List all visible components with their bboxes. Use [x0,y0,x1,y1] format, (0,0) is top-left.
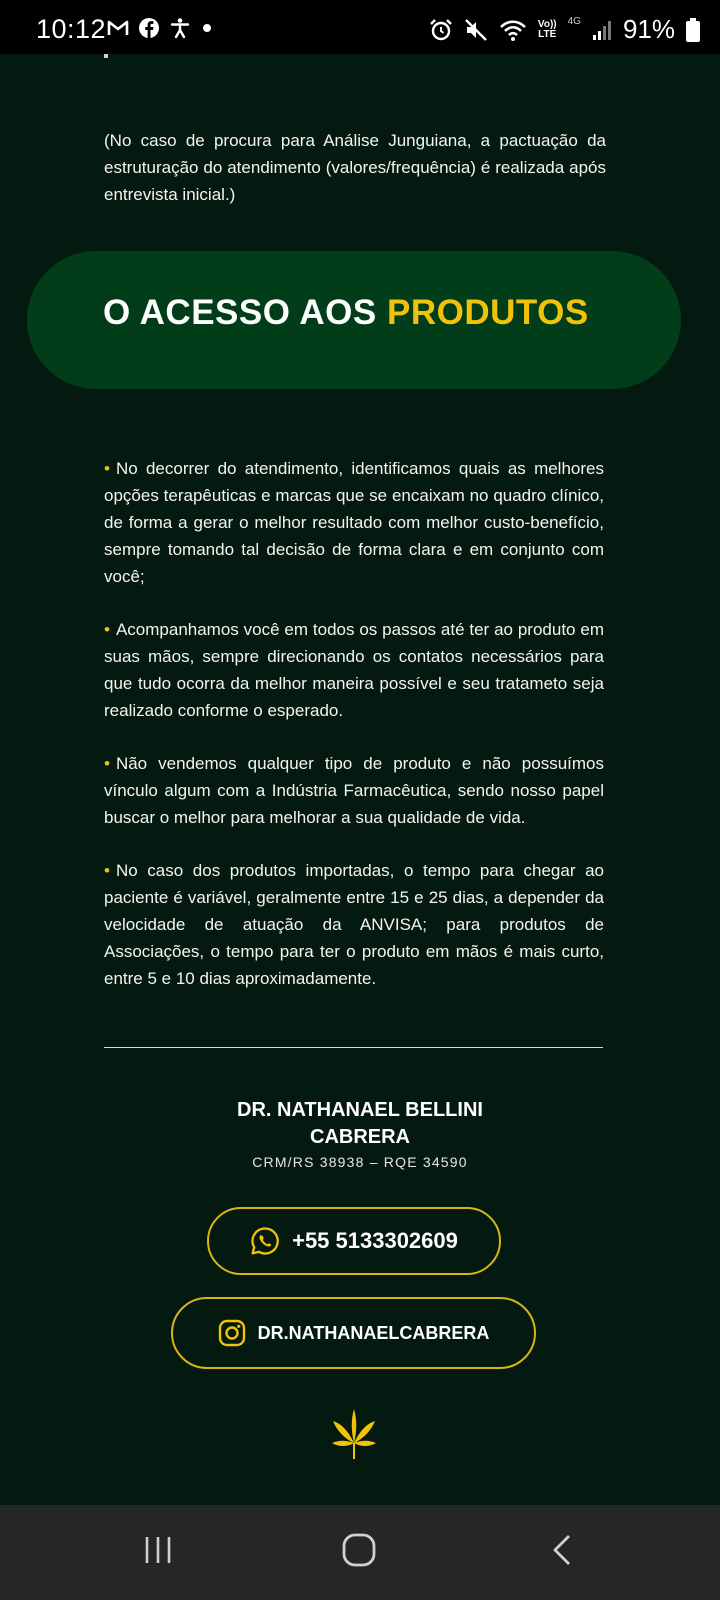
bullet-item [104,857,604,992]
instagram-icon [218,1319,246,1347]
bullet-text: No caso dos produtos importadas, o tempo para chegar ao paciente é variável, geralmente entre 15 e 25 dias, a depender da velocidade de atuação da ANVISA; para produtos de Associações, o tempo para ter o produto em mãos é mais curto, entre 5 e 10 dias aproximadamente. [104,861,604,988]
doctor-name-line2: CABRERA [310,1126,410,1148]
doctor-name-line1: DR. NATHANAEL BELLINI [237,1099,483,1121]
bullet-icon: • [104,754,110,773]
battery-icon [686,18,700,42]
notification-icons [107,17,214,39]
whatsapp-button[interactable] [207,1207,501,1275]
bullet-item [104,750,604,831]
facebook-icon [138,17,160,39]
back-icon[interactable] [551,1534,573,1566]
cannabis-leaf-icon [331,1409,377,1461]
section-title [103,293,589,333]
bullet-text: Não vendemos qualquer tipo de produto e não possuímos vínculo algum com a Indústria Farmacêutica, sendo nosso papel buscar o melhor para melhorar a sua qualidade de vida. [104,754,604,827]
instagram-button[interactable] [171,1297,536,1369]
section-banner [27,251,681,389]
bullet-list [104,455,604,1018]
intro-note: (No caso de procura para Análise Junguiana, a pactuação da estruturação do atendimento (valores/frequência) é realizada após entrevista inicial.) [104,131,606,204]
bullet-item [104,455,604,590]
mute-icon [464,18,488,42]
doctor-name [0,1097,720,1151]
dot-icon [200,21,214,35]
bullet-icon: • [104,861,110,880]
bullet-text: Acompanhamos você em todos os passos até ter ao produto em suas mãos, sempre direcionando os contatos necessários para que tudo ocorra da melhor maneira possível e seu tratameto seja realizado conforme o esperado. [104,620,604,720]
system-icons [429,14,700,45]
status-bar [0,0,720,54]
navigation-bar [0,1505,720,1600]
signal-icon [592,19,612,41]
whatsapp-icon [250,1226,280,1256]
divider [104,1047,603,1048]
bullet-icon: • [104,620,110,639]
home-icon[interactable] [342,1533,376,1567]
status-time: 10:12 [36,14,107,44]
section-title-accent: PRODUTOS [386,293,589,332]
instagram-handle: DR.NATHANAELCABRERA [257,1322,490,1343]
bullet-item [104,616,604,724]
volte-label: Vo)) LTE [537,18,557,40]
accessibility-icon [169,17,191,39]
whatsapp-number: +55 5133302609 [292,1228,458,1253]
wifi-icon [499,18,527,42]
bullet-text: No decorrer do atendimento, identificamos quais as melhores opções terapêuticas e marcas que se encaixam no quadro clínico, de forma a gerar o melhor resultado com melhor custo-benefício, sempre tomando tal decisão de forma clara e em conjunto com você; [104,459,604,586]
alarm-icon [429,18,453,42]
recents-icon[interactable] [143,1535,173,1565]
network-type: 4G [567,16,581,27]
gmail-icon [107,19,129,37]
battery-percent: 91% [622,14,675,44]
section-title-main: O ACESSO AOS [103,293,377,332]
doctor-crm: CRM/RS 38938 – RQE 34590 [252,1154,468,1170]
bullet-icon: • [104,459,110,478]
scroll-remnant [104,54,108,58]
